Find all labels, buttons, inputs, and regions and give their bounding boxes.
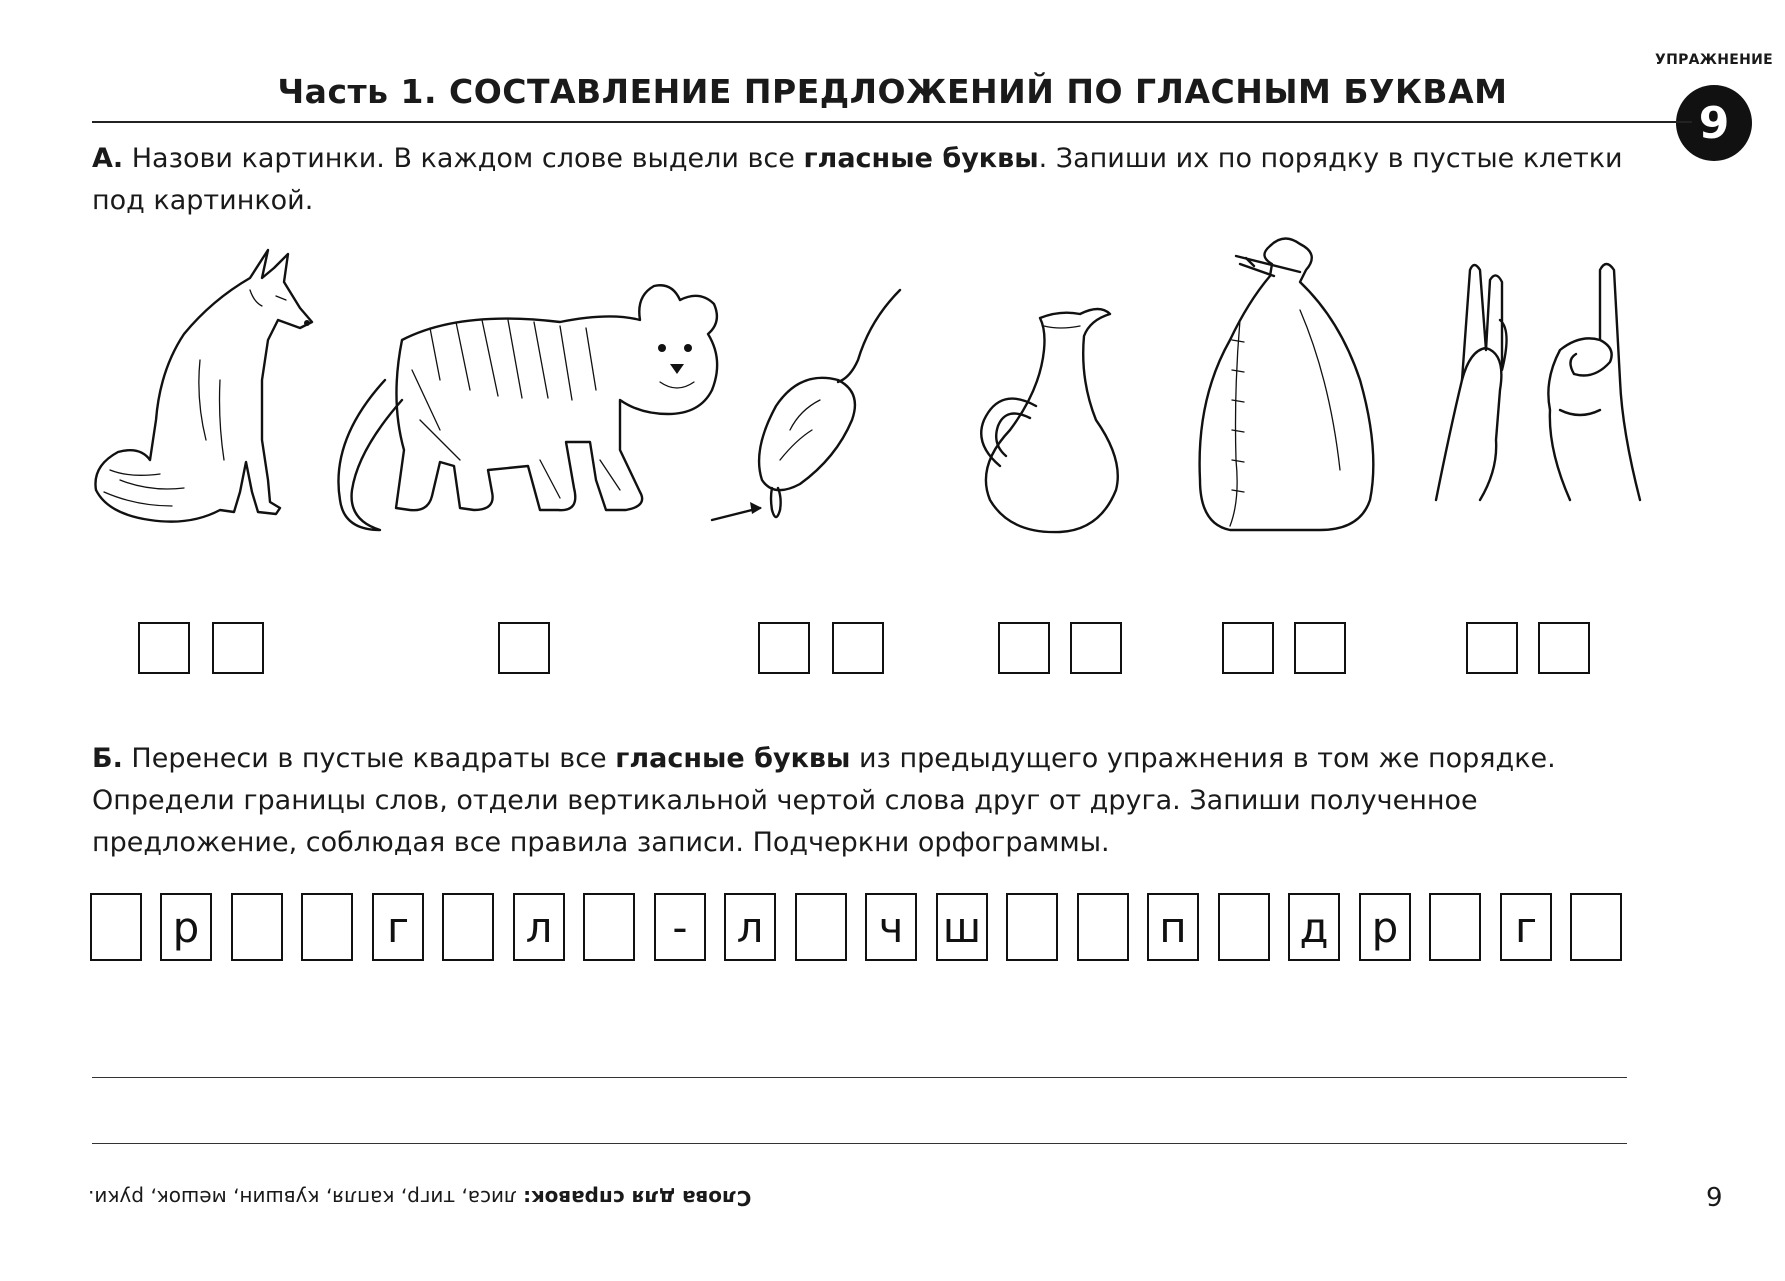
section-b-emphasis: гласные буквы — [615, 743, 851, 774]
answer-box-hands-2[interactable] — [1538, 622, 1590, 674]
answer-box-tiger-1[interactable] — [498, 622, 550, 674]
jug-icon — [981, 309, 1118, 532]
letter-cell-13[interactable]: ш — [936, 893, 988, 961]
letter-cell-10[interactable]: л — [724, 893, 776, 961]
letter-cell-4[interactable] — [301, 893, 353, 961]
reference-words: лиса, тигр, капля, кувшин, мешок, руки. — [88, 1186, 524, 1210]
letter-cell-19[interactable]: р — [1359, 893, 1411, 961]
section-a-text-2: . Запиши их по порядку в пустые клетки под картинкой. — [92, 143, 1623, 216]
letter-cell-12[interactable]: ч — [865, 893, 917, 961]
page-number: 9 — [1706, 1183, 1723, 1213]
letter-cell-8[interactable] — [583, 893, 635, 961]
letter-cell-14[interactable] — [1006, 893, 1058, 961]
writing-line-1[interactable] — [92, 1077, 1627, 1078]
answer-box-sack-1[interactable] — [1222, 622, 1274, 674]
letter-cell-7[interactable]: л — [513, 893, 565, 961]
section-b-text-1: Перенеси в пустые квадраты все — [122, 743, 616, 774]
fox-icon — [95, 250, 312, 522]
answer-box-fox-2[interactable] — [212, 622, 264, 674]
sack-icon — [1200, 238, 1374, 530]
letter-cell-18[interactable]: д — [1288, 893, 1340, 961]
writing-line-2[interactable] — [92, 1143, 1627, 1144]
letter-cell-20[interactable] — [1429, 893, 1481, 961]
section-b-text-2: из предыдущего упражнения в том же порядке. Определи границы слов, отдели вертикальной чертой слова друг от друга. Запиши полученное предложение, соблюдая все правила записи. Подчеркни орфограммы. — [92, 743, 1556, 858]
section-a-instructions — [92, 138, 1632, 222]
letter-cell-2[interactable]: р — [160, 893, 212, 961]
answer-box-drop-2[interactable] — [832, 622, 884, 674]
letter-cell-17[interactable] — [1218, 893, 1270, 961]
letter-cell-9[interactable]: - — [654, 893, 706, 961]
letter-cell-6[interactable] — [442, 893, 494, 961]
letter-cell-11[interactable] — [795, 893, 847, 961]
letter-cell-22[interactable] — [1570, 893, 1622, 961]
answer-box-fox-1[interactable] — [138, 622, 190, 674]
pictures-row — [0, 230, 1785, 600]
page-title: Часть 1. СОСТАВЛЕНИЕ ПРЕДЛОЖЕНИЙ ПО ГЛАСНЫМ БУКВАМ — [277, 72, 1508, 111]
letter-cell-21[interactable]: г — [1500, 893, 1552, 961]
reference-label: Слова для справок: — [523, 1186, 752, 1210]
hands-icon — [1436, 264, 1640, 500]
letter-cell-16[interactable]: п — [1147, 893, 1199, 961]
spoon-drop-icon — [712, 290, 900, 520]
section-a-emphasis: гласные буквы — [803, 143, 1039, 174]
title-divider — [92, 121, 1692, 123]
letter-cell-3[interactable] — [231, 893, 283, 961]
answer-box-hands-1[interactable] — [1466, 622, 1518, 674]
answer-box-drop-1[interactable] — [758, 622, 810, 674]
section-a-marker: А. — [92, 143, 124, 174]
section-b-marker: Б. — [92, 743, 123, 774]
letter-cell-15[interactable] — [1077, 893, 1129, 961]
answer-box-jug-1[interactable] — [998, 622, 1050, 674]
tiger-icon — [338, 285, 717, 530]
exercise-label: УПРАЖНЕНИЕ — [1655, 52, 1774, 68]
answer-box-sack-2[interactable] — [1294, 622, 1346, 674]
section-a-text-1: Назови картинки. В каждом слове выдели все — [123, 143, 804, 174]
letter-cell-5[interactable]: г — [372, 893, 424, 961]
exercise-number-badge: 9 — [1676, 85, 1752, 161]
answer-box-jug-2[interactable] — [1070, 622, 1122, 674]
section-b-instructions — [92, 738, 1632, 864]
letter-cell-1[interactable] — [90, 893, 142, 961]
reference-words-upside-down — [88, 1186, 751, 1210]
